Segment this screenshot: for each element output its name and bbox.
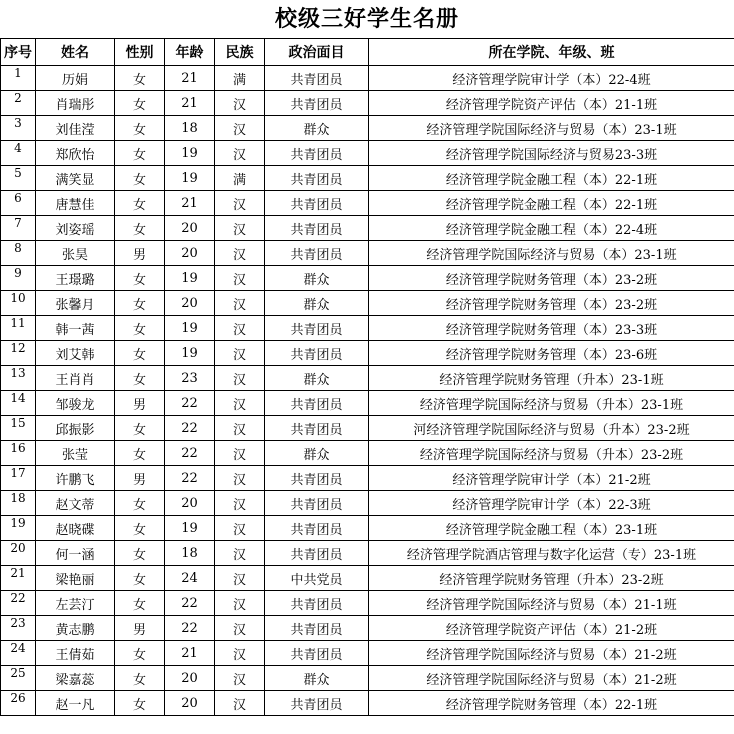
ethnicity-cell: 汉 — [215, 691, 265, 716]
college-class-cell: 经济管理学院金融工程（本）22-1班 — [369, 166, 734, 191]
name-cell: 历娟 — [36, 66, 115, 91]
political-status-cell: 共青团员 — [265, 466, 369, 491]
index-cell: 12 — [1, 341, 36, 366]
age-cell: 21 — [165, 641, 215, 666]
ethnicity-cell: 汉 — [215, 191, 265, 216]
age-cell: 20 — [165, 691, 215, 716]
ethnicity-cell: 汉 — [215, 566, 265, 591]
political-status-cell: 群众 — [265, 366, 369, 391]
ethnicity-cell: 汉 — [215, 616, 265, 641]
name-cell: 黄志鹏 — [36, 616, 115, 641]
political-status-cell: 共青团员 — [265, 516, 369, 541]
table-row — [1, 641, 734, 666]
gender-cell: 女 — [115, 691, 165, 716]
name-cell: 邱振影 — [36, 416, 115, 441]
index-cell: 4 — [1, 141, 36, 166]
political-status-cell: 共青团员 — [265, 591, 369, 616]
political-status-cell: 中共党员 — [265, 566, 369, 591]
age-cell: 21 — [165, 66, 215, 91]
header-name: 姓名 — [36, 39, 115, 66]
table-row — [1, 341, 734, 366]
gender-cell: 女 — [115, 666, 165, 691]
gender-cell: 女 — [115, 166, 165, 191]
table-row — [1, 216, 734, 241]
gender-cell: 女 — [115, 141, 165, 166]
index-cell: 20 — [1, 541, 36, 566]
gender-cell: 女 — [115, 341, 165, 366]
political-status-cell: 共青团员 — [265, 316, 369, 341]
index-cell: 15 — [1, 416, 36, 441]
name-cell: 张馨月 — [36, 291, 115, 316]
college-class-cell: 经济管理学院财务管理（本）23-2班 — [369, 291, 734, 316]
header-row — [1, 39, 734, 66]
table-row — [1, 416, 734, 441]
ethnicity-cell: 汉 — [215, 366, 265, 391]
index-cell: 26 — [1, 691, 36, 716]
age-cell: 22 — [165, 466, 215, 491]
name-cell: 张莹 — [36, 441, 115, 466]
ethnicity-cell: 汉 — [215, 641, 265, 666]
header-index: 序号 — [1, 39, 36, 66]
ethnicity-cell: 汉 — [215, 116, 265, 141]
ethnicity-cell: 汉 — [215, 516, 265, 541]
age-cell: 19 — [165, 266, 215, 291]
age-cell: 18 — [165, 541, 215, 566]
index-cell: 11 — [1, 316, 36, 341]
table-row — [1, 66, 734, 91]
age-cell: 21 — [165, 91, 215, 116]
gender-cell: 女 — [115, 91, 165, 116]
political-status-cell: 群众 — [265, 291, 369, 316]
ethnicity-cell: 汉 — [215, 266, 265, 291]
name-cell: 赵一凡 — [36, 691, 115, 716]
name-cell: 韩一茜 — [36, 316, 115, 341]
table-row — [1, 191, 734, 216]
college-class-cell: 经济管理学院国际经济与贸易（升本）23-1班 — [369, 391, 734, 416]
table-row — [1, 166, 734, 191]
political-status-cell: 共青团员 — [265, 491, 369, 516]
college-class-cell: 经济管理学院审计学（本）22-4班 — [369, 66, 734, 91]
index-cell: 23 — [1, 616, 36, 641]
gender-cell: 女 — [115, 266, 165, 291]
political-status-cell: 共青团员 — [265, 241, 369, 266]
political-status-cell: 共青团员 — [265, 191, 369, 216]
index-cell: 21 — [1, 566, 36, 591]
gender-cell: 男 — [115, 241, 165, 266]
name-cell: 刘姿瑶 — [36, 216, 115, 241]
college-class-cell: 经济管理学院财务管理（本）23-6班 — [369, 341, 734, 366]
gender-cell: 女 — [115, 191, 165, 216]
index-cell: 13 — [1, 366, 36, 391]
gender-cell: 女 — [115, 116, 165, 141]
header-gender: 性别 — [115, 39, 165, 66]
table-row — [1, 366, 734, 391]
name-cell: 刘艾韩 — [36, 341, 115, 366]
gender-cell: 女 — [115, 316, 165, 341]
name-cell: 梁艳丽 — [36, 566, 115, 591]
college-class-cell: 经济管理学院资产评估（本）21-2班 — [369, 616, 734, 641]
gender-cell: 女 — [115, 591, 165, 616]
table-row — [1, 566, 734, 591]
table-row — [1, 241, 734, 266]
gender-cell: 女 — [115, 216, 165, 241]
name-cell: 许鹏飞 — [36, 466, 115, 491]
ethnicity-cell: 汉 — [215, 491, 265, 516]
header-age: 年龄 — [165, 39, 215, 66]
political-status-cell: 共青团员 — [265, 391, 369, 416]
index-cell: 17 — [1, 466, 36, 491]
index-cell: 18 — [1, 491, 36, 516]
political-status-cell: 共青团员 — [265, 341, 369, 366]
name-cell: 张昊 — [36, 241, 115, 266]
ethnicity-cell: 汉 — [215, 341, 265, 366]
name-cell: 满笑显 — [36, 166, 115, 191]
college-class-cell: 经济管理学院财务管理（本）23-3班 — [369, 316, 734, 341]
table-row — [1, 691, 734, 716]
college-class-cell: 经济管理学院金融工程（本）22-4班 — [369, 216, 734, 241]
name-cell: 刘佳滢 — [36, 116, 115, 141]
ethnicity-cell: 汉 — [215, 591, 265, 616]
table-row — [1, 616, 734, 641]
age-cell: 22 — [165, 391, 215, 416]
gender-cell: 男 — [115, 616, 165, 641]
gender-cell: 女 — [115, 66, 165, 91]
index-cell: 16 — [1, 441, 36, 466]
index-cell: 5 — [1, 166, 36, 191]
college-class-cell: 经济管理学院国际经济与贸易（升本）23-2班 — [369, 441, 734, 466]
table-row — [1, 516, 734, 541]
page-title: 校级三好学生名册 — [274, 6, 459, 32]
table-row — [1, 666, 734, 691]
index-cell: 25 — [1, 666, 36, 691]
table-row — [1, 591, 734, 616]
political-status-cell: 共青团员 — [265, 541, 369, 566]
college-class-cell: 经济管理学院财务管理（升本）23-1班 — [369, 366, 734, 391]
ethnicity-cell: 汉 — [215, 141, 265, 166]
name-cell: 肖瑞彤 — [36, 91, 115, 116]
college-class-cell: 经济管理学院国际经济与贸易（本）21-2班 — [369, 641, 734, 666]
name-cell: 邹骏龙 — [36, 391, 115, 416]
name-cell: 王璟璐 — [36, 266, 115, 291]
ethnicity-cell: 汉 — [215, 666, 265, 691]
college-class-cell: 经济管理学院金融工程（本）22-1班 — [369, 191, 734, 216]
age-cell: 22 — [165, 591, 215, 616]
political-status-cell: 共青团员 — [265, 216, 369, 241]
college-class-cell: 经济管理学院财务管理（本）23-2班 — [369, 266, 734, 291]
gender-cell: 女 — [115, 441, 165, 466]
age-cell: 19 — [165, 141, 215, 166]
ethnicity-cell: 汉 — [215, 441, 265, 466]
political-status-cell: 共青团员 — [265, 691, 369, 716]
index-cell: 6 — [1, 191, 36, 216]
table-row — [1, 441, 734, 466]
gender-cell: 女 — [115, 366, 165, 391]
gender-cell: 女 — [115, 491, 165, 516]
header-college-class: 所在学院、年级、班 — [369, 39, 734, 66]
political-status-cell: 共青团员 — [265, 416, 369, 441]
table-row — [1, 316, 734, 341]
political-status-cell: 共青团员 — [265, 141, 369, 166]
age-cell: 22 — [165, 441, 215, 466]
name-cell: 郑欣怡 — [36, 141, 115, 166]
college-class-cell: 经济管理学院国际经济与贸易（本）23-1班 — [369, 241, 734, 266]
political-status-cell: 共青团员 — [265, 641, 369, 666]
age-cell: 20 — [165, 491, 215, 516]
table-row — [1, 491, 734, 516]
gender-cell: 女 — [115, 566, 165, 591]
college-class-cell: 经济管理学院财务管理（本）22-1班 — [369, 691, 734, 716]
ethnicity-cell: 满 — [215, 166, 265, 191]
gender-cell: 女 — [115, 291, 165, 316]
table-row — [1, 91, 734, 116]
table-row — [1, 466, 734, 491]
index-cell: 1 — [1, 66, 36, 91]
name-cell: 何一涵 — [36, 541, 115, 566]
name-cell: 梁嘉蕊 — [36, 666, 115, 691]
political-status-cell: 群众 — [265, 266, 369, 291]
gender-cell: 男 — [115, 391, 165, 416]
index-cell: 19 — [1, 516, 36, 541]
table-row — [1, 116, 734, 141]
index-cell: 2 — [1, 91, 36, 116]
age-cell: 22 — [165, 416, 215, 441]
political-status-cell: 共青团员 — [265, 66, 369, 91]
college-class-cell: 经济管理学院国际经济与贸易（本）21-1班 — [369, 591, 734, 616]
college-class-cell: 河经济管理学院国际经济与贸易（升本）23-2班 — [369, 416, 734, 441]
student-roster-table — [0, 38, 734, 716]
age-cell: 19 — [165, 516, 215, 541]
ethnicity-cell: 汉 — [215, 241, 265, 266]
gender-cell: 女 — [115, 641, 165, 666]
college-class-cell: 经济管理学院国际经济与贸易23-3班 — [369, 141, 734, 166]
age-cell: 23 — [165, 366, 215, 391]
college-class-cell: 经济管理学院资产评估（本）21-1班 — [369, 91, 734, 116]
ethnicity-cell: 汉 — [215, 466, 265, 491]
age-cell: 18 — [165, 116, 215, 141]
header-political-status: 政治面目 — [265, 39, 369, 66]
index-cell: 9 — [1, 266, 36, 291]
age-cell: 21 — [165, 191, 215, 216]
college-class-cell: 经济管理学院酒店管理与数字化运营（专）23-1班 — [369, 541, 734, 566]
name-cell: 唐慧佳 — [36, 191, 115, 216]
gender-cell: 女 — [115, 541, 165, 566]
index-cell: 24 — [1, 641, 36, 666]
age-cell: 20 — [165, 291, 215, 316]
header-ethnicity: 民族 — [215, 39, 265, 66]
ethnicity-cell: 汉 — [215, 216, 265, 241]
name-cell: 赵晓碟 — [36, 516, 115, 541]
table-row — [1, 291, 734, 316]
table-row — [1, 141, 734, 166]
political-status-cell: 共青团员 — [265, 166, 369, 191]
ethnicity-cell: 汉 — [215, 391, 265, 416]
age-cell: 19 — [165, 341, 215, 366]
gender-cell: 男 — [115, 466, 165, 491]
index-cell: 7 — [1, 216, 36, 241]
index-cell: 14 — [1, 391, 36, 416]
political-status-cell: 群众 — [265, 666, 369, 691]
table-row — [1, 266, 734, 291]
age-cell: 19 — [165, 316, 215, 341]
name-cell: 王肖肖 — [36, 366, 115, 391]
political-status-cell: 群众 — [265, 116, 369, 141]
index-cell: 8 — [1, 241, 36, 266]
political-status-cell: 群众 — [265, 441, 369, 466]
name-cell: 赵文蒂 — [36, 491, 115, 516]
age-cell: 20 — [165, 241, 215, 266]
age-cell: 24 — [165, 566, 215, 591]
name-cell: 王倩茹 — [36, 641, 115, 666]
table-row — [1, 391, 734, 416]
political-status-cell: 共青团员 — [265, 91, 369, 116]
college-class-cell: 经济管理学院财务管理（升本）23-2班 — [369, 566, 734, 591]
name-cell: 左芸汀 — [36, 591, 115, 616]
age-cell: 19 — [165, 166, 215, 191]
ethnicity-cell: 汉 — [215, 541, 265, 566]
college-class-cell: 经济管理学院金融工程（本）23-1班 — [369, 516, 734, 541]
index-cell: 3 — [1, 116, 36, 141]
ethnicity-cell: 汉 — [215, 316, 265, 341]
ethnicity-cell: 汉 — [215, 416, 265, 441]
college-class-cell: 经济管理学院审计学（本）21-2班 — [369, 466, 734, 491]
college-class-cell: 经济管理学院审计学（本）22-3班 — [369, 491, 734, 516]
gender-cell: 女 — [115, 416, 165, 441]
table-row — [1, 541, 734, 566]
age-cell: 22 — [165, 616, 215, 641]
index-cell: 22 — [1, 591, 36, 616]
index-cell: 10 — [1, 291, 36, 316]
ethnicity-cell: 汉 — [215, 91, 265, 116]
age-cell: 20 — [165, 216, 215, 241]
college-class-cell: 经济管理学院国际经济与贸易（本）21-2班 — [369, 666, 734, 691]
gender-cell: 女 — [115, 516, 165, 541]
age-cell: 20 — [165, 666, 215, 691]
ethnicity-cell: 满 — [215, 66, 265, 91]
political-status-cell: 共青团员 — [265, 616, 369, 641]
college-class-cell: 经济管理学院国际经济与贸易（本）23-1班 — [369, 116, 734, 141]
ethnicity-cell: 汉 — [215, 291, 265, 316]
